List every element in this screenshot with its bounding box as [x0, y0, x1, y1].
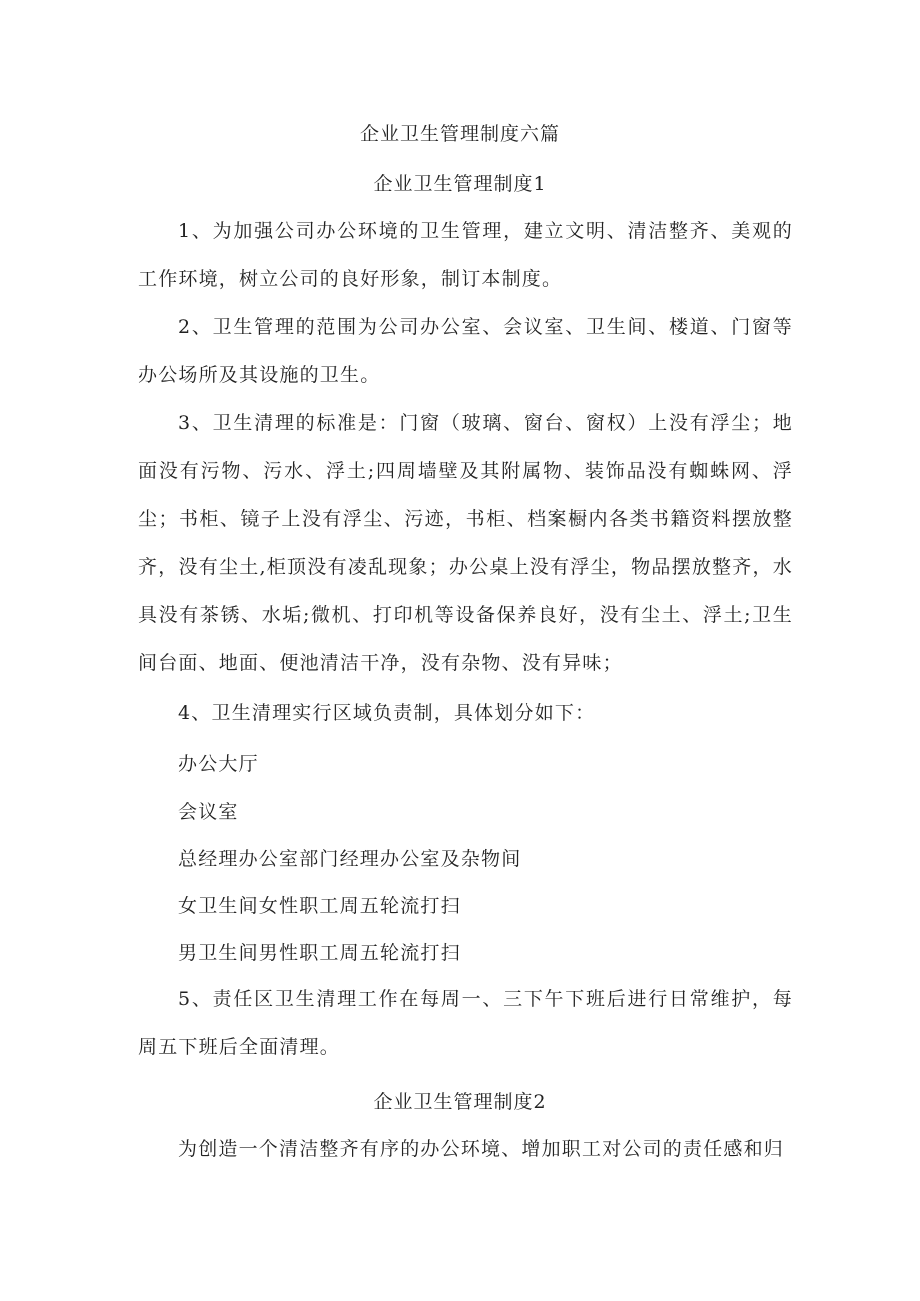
document-title: 企业卫生管理制度六篇: [359, 123, 560, 145]
area-item: 男卫生间男性职工周五轮流打扫: [178, 942, 461, 964]
section1-item2: 2、卫生管理的范围为公司办公室、会议室、卫生间、楼道、门窗等办公场所及其设施的卫生。: [138, 316, 793, 386]
section1-item3: 3、卫生清理的标准是：门窗（玻璃、窗台、窗权）上没有浮尘；地面没有污物、污水、浮土;四周墙壁及其附属物、装饰品没有蜘蛛网、浮尘；书柜、镜子上没有浮尘、污迹，书柜、档案橱内各类书籍资料摆放整齐，没有尘土,柜顶没有凌乱现象；办公桌上没有浮尘，物品摆放整齐，水具没有茶锈、水垢;微机、打印机等设备保养良好，没有尘土、浮土;卫生间台面、地面、便池清洁干净，没有杂物、没有异味；: [138, 412, 793, 674]
area-item: 女卫生间女性职工周五轮流打扫: [178, 895, 461, 917]
area-item: 会议室: [178, 801, 239, 823]
section1-item4: 4、卫生清理实行区域负责制，具体划分如下：: [178, 702, 596, 724]
section1-heading: 企业卫生管理制度1: [373, 173, 547, 195]
area-item: 总经理办公室部门经理办公室及杂物间: [178, 848, 522, 870]
section2-intro: 为创造一个清洁整齐有序的办公环境、增加职工对公司的责任感和归: [178, 1138, 785, 1160]
section1-item1: 1、为加强公司办公环境的卫生管理，建立文明、清洁整齐、美观的工作环境，树立公司的良好形象，制订本制度。: [138, 220, 793, 290]
section2-heading: 企业卫生管理制度2: [373, 1091, 547, 1113]
area-item: 办公大厅: [178, 753, 259, 775]
section1-item5: 5、责任区卫生清理工作在每周一、三下午下班后进行日常维护，每周五下班后全面清理。: [138, 988, 793, 1058]
